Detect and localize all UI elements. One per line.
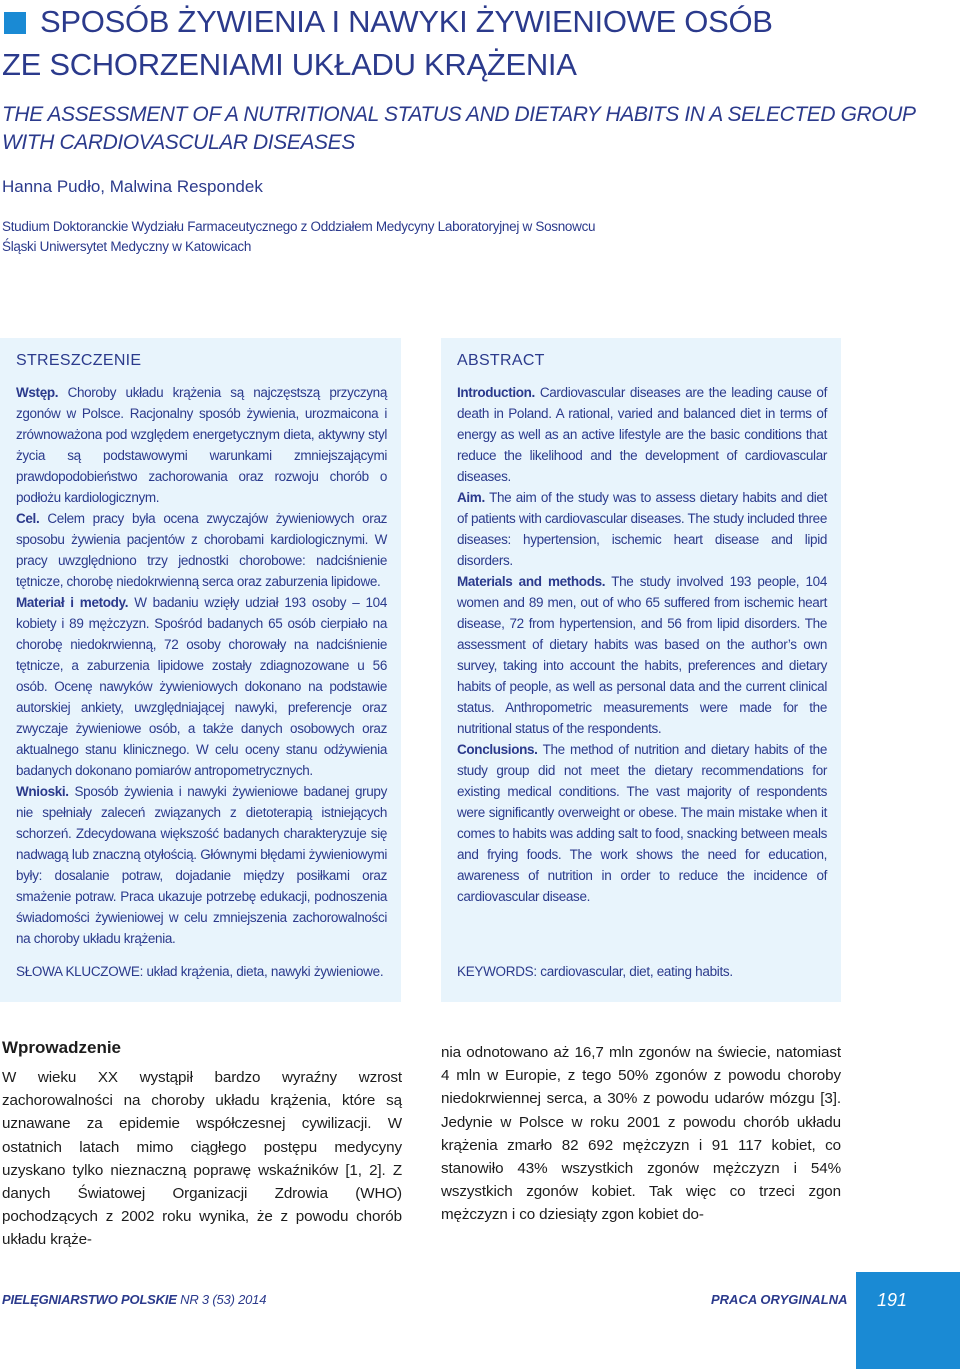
section-text: The study involved 193 people, 104 women and 89 men, out of who 65 suffered from ischemic heart disease, 72 from hypertension, and 56 from lipid disorders. The assessment of dietary habits was based on the author’s own survey, taking into account the habits, preferences and dietary habits of people, as well as personal data and the current clinical status. Anthropometric measurements were made for the nutritional status of the respondents. — [457, 574, 827, 736]
section-text: W badaniu wzięły udział 193 osoby – 104 kobiety i 89 mężczyzn. Spośród badanych 65 osób cierpiało na chorobę niedokrwienną, 72 osoby chorowały na nadciśnienie tętnicze, a zaburzenia lipidowe zostały zdiagnozowane u 56 osób. Ocenę nawyków żywieniowych dokonano na podstawie autorskiej ankiety, uwzględniającej nawyki, preferencje oraz zwyczaje żywieniowe osób, a także danych osobowych oraz aktualnego stanu klinicznego. W celu oceny stanu odżywienia badanych dokonano pomiarów antropometrycznych. — [16, 595, 388, 778]
english-title-line-1: THE ASSESSMENT OF A NUTRITIONAL STATUS AND DIETARY HABITS IN A SELECTED GROUP — [2, 103, 916, 126]
section-text: The method of nutrition and dietary habits of the study group did not meet the dietary recommendations for existing medical conditions. The vast majority of respondents were significantly overweight or obese. The main mistake when it comes to habits was adding salt to food, snacking between meals and frying foods. The work shows the need for education, awareness of nutrition in order to reduce the incidence of cardiovascular disease. — [457, 742, 827, 904]
title-line-1 — [2, 0, 952, 43]
section-label: Introduction. — [457, 385, 535, 400]
affiliation-line-2: Śląski Uniwersytet Medyczny w Katowicach — [2, 239, 252, 254]
page-footer — [0, 1272, 960, 1369]
page-number: 191 — [877, 1290, 908, 1310]
abstract-en-text — [457, 382, 827, 907]
affiliation-line-1: Studium Doktoranckie Wydziału Farmaceutycznego z Oddziałem Medycyny Laboratoryjnej w Sosnowcu — [2, 219, 596, 234]
section-label: Materiał i metody. — [16, 595, 129, 610]
abstract-en-section — [457, 571, 827, 739]
title-square-marker — [4, 12, 26, 34]
page-number-box — [856, 1272, 960, 1369]
journal-issue: NR 3 (53) 2014 — [176, 1292, 267, 1307]
abstract-en-section — [457, 487, 827, 571]
english-title-line-2: WITH CARDIOVASCULAR DISEASES — [2, 131, 355, 154]
article-type: PRACA ORYGINALNA — [711, 1292, 848, 1307]
body-column-right — [441, 1041, 841, 1227]
section-label: Cel. — [16, 511, 40, 526]
section-text: Sposób żywienia i nawyki żywieniowe badanej grupy nie spełniały zaleceń związanych z dietoterapią istniejących schorzeń. Zdecydowana większość badanych charakteryzuje się nadwagą lub znaczną otyłością. Głównymi błędami żywieniowymi były: dosalanie potraw, dojadanie między posiłkami oraz smażenie potraw. Praca ukazuje potrzebę edukacji, podnoszenia świadomości żywieniowej w celu zmniejszenia zachorowalności na choroby układu krążenia. — [16, 784, 387, 946]
keywords-en: KEYWORDS: cardiovascular, diet, eating habits. — [457, 964, 733, 979]
journal-citation — [2, 1292, 266, 1307]
abstract-pl-text — [16, 382, 387, 949]
keywords-pl: SŁOWA KLUCZOWE: układ krążenia, dieta, nawyki żywieniowe. — [16, 964, 384, 979]
section-heading: Wprowadzenie — [2, 1038, 122, 1057]
abstract-pl-section — [16, 382, 387, 508]
section-text: Choroby układu krążenia są najczęstszą przyczyną zgonów w Polsce. Racjonalny sposób żywienia, urozmaicona i zrównoważona pod względem energetycznym dieta, aktywny styl życia są podstawowymi warunkami zmniejszającymi prawdopodobieństwo zachorowania oraz rozwoju chorób o podłożu kardiologicznym. — [16, 385, 387, 505]
abstract-pl-section — [16, 781, 387, 949]
section-label: Wnioski. — [16, 784, 69, 799]
abstract-en-section — [457, 382, 827, 487]
section-text: Cardiovascular diseases are the leading cause of death in Poland. A rational, varied and balanced diet in terms of energy as well as an active lifestyle are the basic conditions that reduce the likelihood and the development of cardiovascular diseases. — [457, 385, 827, 484]
abstract-english — [441, 338, 841, 1002]
article-title — [2, 0, 952, 86]
body-paragraph-left: W wieku XX wystąpił bardzo wyraźny wzrost zachorowalności na choroby układu krążenia, które są uznawane za epidemie współczesnej cywilizacji. W ostatnich latach mimo ciągłego postępu medycyny uzyskano tylko nieznaczną poprawę wskaźników [1, 2]. Z danych Światowej Organizacji Zdrowia (WHO) pochodzących z 2002 roku wynika, że z powodu chorób układu krąże- — [2, 1069, 402, 1249]
authors: Hanna Pudło, Malwina Respondek — [2, 177, 263, 196]
abstract-pl-heading: STRESZCZENIE — [16, 352, 142, 369]
english-title — [2, 101, 952, 157]
section-label: Aim. — [457, 490, 485, 505]
abstract-en-section — [457, 739, 827, 907]
abstract-polish — [0, 338, 401, 1002]
section-label: Materials and methods. — [457, 574, 606, 589]
section-label: Conclusions. — [457, 742, 538, 757]
body-paragraph-right: nia odnotowano aż 16,7 mln zgonów na świecie, natomiast 4 mln w Europie, z tego 50% zgonów z powodu choroby niedokrwiennej serca, a 30% z powodu udarów mózgu [3]. Jedynie w Polsce w roku 2001 z powodu chorób układu krążenia zmarło 82 692 mężczyzn i 91 117 kobiet, co stanowiło 43% wszystkich zgonów mężczyzn i 54% wszystkich zgonów kobiet. Tak więc co trzeci zgon mężczyzn i co dziesiąty zgon kobiet do- — [441, 1044, 841, 1224]
title-line-2: ZE SCHORZENIAMI UKŁADU KRĄŻENIA — [2, 47, 577, 82]
body-column-left — [2, 1036, 402, 1252]
section-label: Wstęp. — [16, 385, 59, 400]
section-text: Celem pracy była ocena zwyczajów żywieniowych oraz sposobu żywienia pacjentów z chorobami kardiologicznymi. W pracy uwzględniono trzy jednostki chorobowe: nadciśnienie tętnicze, chorobę niedokrwienną serca oraz zaburzenia lipidowe. — [16, 511, 387, 589]
title-text-1: SPOSÓB ŻYWIENIA I NAWYKI ŻYWIENIOWE OSÓB — [40, 4, 773, 39]
affiliation — [2, 217, 595, 257]
abstract-pl-section — [16, 592, 387, 781]
section-text: The aim of the study was to assess dietary habits and diet of patients with cardiovascular diseases. The study included three diseases: hypertension, ischemic heart disease and lipid disorders. — [457, 490, 827, 568]
journal-name: PIELĘGNIARSTWO POLSKIE — [2, 1292, 177, 1307]
abstract-pl-section — [16, 508, 387, 592]
abstract-en-heading: ABSTRACT — [457, 352, 545, 369]
